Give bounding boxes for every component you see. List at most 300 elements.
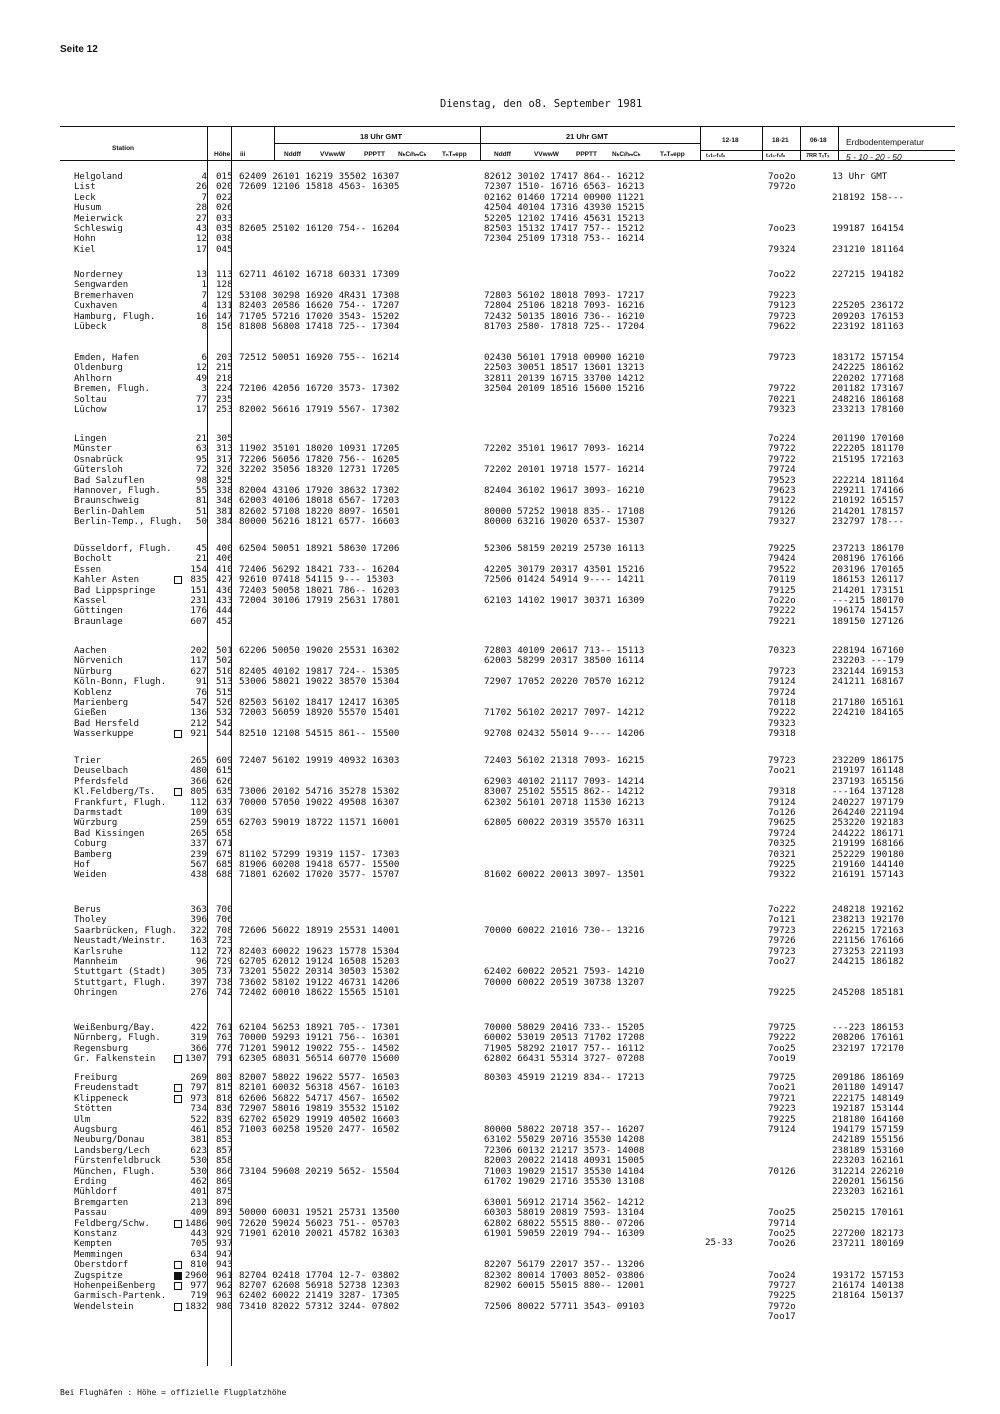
soil-temperature: 224210 184165 bbox=[832, 707, 904, 719]
station-height: 322 bbox=[190, 924, 207, 936]
obs-extra-b: 79124 bbox=[768, 676, 796, 688]
obs-extra-b: 79223 bbox=[768, 289, 796, 301]
station-name: Wendelstein bbox=[74, 1301, 134, 1312]
station-height: 112 bbox=[190, 945, 207, 957]
station-name: Zugspitze bbox=[74, 1270, 123, 1281]
obs-18-utc: 81906 60208 19418 6577- 15500 bbox=[239, 859, 400, 870]
soil-temperature: 232209 186175 bbox=[832, 755, 904, 766]
obs-extra-b: 7oo24 bbox=[768, 1269, 796, 1281]
station-name: Coburg bbox=[74, 839, 107, 850]
obs-21-utc: 80000 58022 20718 357-- 16207 bbox=[484, 1124, 645, 1135]
station-index: 224 bbox=[216, 383, 233, 395]
obs-extra-b: 7972o bbox=[768, 1300, 796, 1312]
obs-21-utc: 62003 58299 20317 38500 16114 bbox=[484, 655, 645, 667]
station-name: Fürstenfeldbruck bbox=[74, 1156, 161, 1167]
soil-temperature: 216174 140138 bbox=[832, 1280, 904, 1291]
station-name: Tholey bbox=[74, 915, 107, 926]
station-index: 203 bbox=[216, 352, 233, 363]
station-name: Darmstadt bbox=[74, 808, 123, 818]
soil-temperature: 232197 172170 bbox=[832, 1042, 904, 1054]
header-21-col-d: NₕCₗhₘCₕ bbox=[612, 151, 641, 158]
obs-extra-b: 79722 bbox=[768, 383, 796, 395]
station-name: Berlin-Dahlem bbox=[74, 506, 145, 517]
soil-temperature: 201182 173167 bbox=[832, 383, 904, 395]
obs-extra-b: 79723 bbox=[768, 755, 796, 766]
station-name: Köln-Bonn, Flugh. bbox=[74, 677, 167, 688]
obs-extra-b: 79225 bbox=[768, 1290, 796, 1302]
obs-18-utc: 73201 55022 20314 30503 15302 bbox=[239, 966, 400, 978]
station-index: 026 bbox=[216, 202, 233, 214]
obs-extra-b: 79622 bbox=[768, 321, 796, 332]
station-index: 035 bbox=[216, 223, 233, 234]
station-name: Hohn bbox=[74, 234, 96, 245]
header-erdboden: Erdbodentemperatur bbox=[846, 137, 924, 147]
station-name: Husum bbox=[74, 203, 102, 214]
obs-extra-b: 79225 bbox=[768, 543, 796, 554]
header-18-col-d: NₕCₗhₘCₕ bbox=[398, 151, 427, 158]
station-index: 626 bbox=[216, 775, 233, 787]
obs-extra-b: 79623 bbox=[768, 485, 796, 496]
station-index: 015 bbox=[216, 171, 233, 182]
station-name: Wasserkuppe bbox=[74, 729, 134, 740]
obs-extra-b: 79722 bbox=[768, 453, 796, 465]
header-21-col-e: TₙTₙepp bbox=[660, 151, 685, 158]
station-index: 675 bbox=[216, 848, 233, 860]
obs-21-utc: 82302 80014 17003 8052- 03806 bbox=[484, 1269, 645, 1281]
station-name: Kiel bbox=[74, 244, 96, 255]
obs-extra-b: 70118 bbox=[768, 697, 796, 708]
station-index: 893 bbox=[216, 1207, 233, 1219]
page-number: Seite 12 bbox=[60, 44, 98, 55]
station-index: 962 bbox=[216, 1280, 233, 1291]
station-name: Braunschweig bbox=[74, 496, 140, 507]
station-height: 409 bbox=[190, 1207, 207, 1219]
soil-temperature: 264240 221194 bbox=[832, 807, 904, 818]
station-height: 705 bbox=[190, 1238, 207, 1250]
obs-18-utc: 70000 59293 19121 756-- 16301 bbox=[239, 1032, 400, 1044]
soil-temperature: 226215 172163 bbox=[832, 924, 904, 936]
station-name: Bremerhaven bbox=[74, 290, 134, 301]
header-21-col-c: PPPTT bbox=[576, 151, 597, 158]
station-height: 50 bbox=[195, 516, 207, 528]
open-square-icon bbox=[174, 1095, 182, 1103]
station-height: 212 bbox=[190, 717, 207, 729]
station-name: Neuburg/Donau bbox=[74, 1135, 145, 1146]
table-row bbox=[0, 677, 1000, 687]
soil-temperature: 193172 157153 bbox=[832, 1269, 904, 1281]
station-height: 17 bbox=[195, 243, 207, 255]
station-height: 231 bbox=[190, 595, 207, 606]
station-index: 147 bbox=[216, 310, 233, 322]
obs-extra-b: 79724 bbox=[768, 686, 796, 698]
station-height: 7 bbox=[201, 191, 207, 203]
soil-temperature: 218192 158--- bbox=[832, 191, 904, 203]
station-index: 313 bbox=[216, 443, 233, 455]
station-name: Neustadt/Weinstr. bbox=[74, 936, 167, 947]
obs-21-utc: 82207 56179 22017 357-- 13206 bbox=[484, 1259, 645, 1271]
obs-extra-b: 79225 bbox=[768, 1113, 796, 1125]
obs-extra-b: 7oo21 bbox=[768, 765, 796, 777]
station-index: 038 bbox=[216, 233, 233, 245]
soil-temperature: 228194 167160 bbox=[832, 645, 904, 656]
station-name: Norderney bbox=[74, 270, 123, 280]
obs-extra-b: 79714 bbox=[768, 1217, 796, 1229]
station-index: 501 bbox=[216, 645, 233, 656]
obs-18-utc: 73104 59608 20219 5652- 15504 bbox=[239, 1165, 400, 1177]
obs-extra-b: 79323 bbox=[768, 404, 796, 415]
station-name: Trier bbox=[74, 756, 102, 766]
obs-extra-b: 79222 bbox=[768, 1032, 796, 1044]
obs-18-utc: 82403 60022 19623 15778 15304 bbox=[239, 945, 400, 957]
station-name: Memmingen bbox=[74, 1249, 123, 1260]
soil-temperature: 218180 164160 bbox=[832, 1113, 904, 1125]
obs-21-utc: 42205 30179 20317 43501 15216 bbox=[484, 563, 645, 575]
station-height: 202 bbox=[190, 645, 207, 656]
obs-18-utc: 62504 50051 18921 58630 17206 bbox=[239, 543, 400, 554]
station-name: Saarbrücken, Flugh. bbox=[74, 925, 177, 936]
station-name: Osnabrück bbox=[74, 454, 123, 465]
station-name: Bad Lippspringe bbox=[74, 585, 156, 596]
station-height: 21 bbox=[195, 433, 207, 444]
station-index: 727 bbox=[216, 945, 233, 957]
soil-temperature: 225205 236172 bbox=[832, 300, 904, 312]
obs-extra-b: 79723 bbox=[768, 945, 796, 957]
obs-21-utc: 72907 17052 20220 70570 16212 bbox=[484, 676, 645, 688]
station-name: Lübeck bbox=[74, 322, 107, 332]
station-index: 131 bbox=[216, 300, 233, 312]
soil-temperature: 222214 181164 bbox=[832, 474, 904, 486]
station-height: 634 bbox=[190, 1248, 207, 1260]
table-row bbox=[0, 517, 1000, 527]
station-name: Nörvenich bbox=[74, 656, 123, 667]
obs-18-utc: 82405 40102 19817 724-- 15305 bbox=[239, 665, 400, 677]
soil-temperature: 232797 178--- bbox=[832, 516, 904, 528]
station-index: 875 bbox=[216, 1186, 233, 1198]
soil-temperature: 227215 194182 bbox=[832, 269, 904, 280]
obs-21-utc: 80303 45919 21219 834-- 17213 bbox=[484, 1072, 645, 1083]
obs-18-utc: 62711 46102 16718 60331 17309 bbox=[239, 269, 400, 280]
obs-21-utc: 81703 2580- 17818 725-- 17204 bbox=[484, 321, 645, 332]
obs-18-utc: 62705 62012 19124 16508 15203 bbox=[239, 956, 400, 967]
obs-21-utc: 82902 60015 55015 880-- 12001 bbox=[484, 1280, 645, 1291]
obs-extra-b: 79727 bbox=[768, 1280, 796, 1291]
obs-18-utc: 62702 65029 19919 40502 16603 bbox=[239, 1113, 400, 1125]
station-index: 639 bbox=[216, 807, 233, 818]
soil-temperature: 201190 170160 bbox=[832, 433, 904, 444]
station-height: 95 bbox=[195, 453, 207, 465]
station-index: 526 bbox=[216, 697, 233, 708]
obs-18-utc: 82004 43106 17920 38632 17302 bbox=[239, 485, 400, 496]
obs-18-utc: 53006 58021 19022 38570 15304 bbox=[239, 676, 400, 688]
station-name: Essen bbox=[74, 564, 102, 575]
soil-temperature: 229211 174166 bbox=[832, 485, 904, 496]
header-station: Station bbox=[112, 145, 135, 152]
obs-21-utc: 02430 56101 17918 00900 16210 bbox=[484, 352, 645, 363]
soil-temperature: 241211 168167 bbox=[832, 676, 904, 688]
obs-18-utc: 71201 59012 19022 755-- 14502 bbox=[239, 1042, 400, 1054]
obs-extra-b: 79723 bbox=[768, 310, 796, 322]
soil-temperature: 222205 181170 bbox=[832, 443, 904, 455]
obs-21-utc: 60303 58019 20819 7593- 13104 bbox=[484, 1207, 645, 1219]
soil-temperature: 250215 170161 bbox=[832, 1207, 904, 1219]
station-index: 943 bbox=[216, 1259, 233, 1271]
station-index: 776 bbox=[216, 1042, 233, 1054]
obs-extra-b: 70323 bbox=[768, 645, 796, 656]
table-row bbox=[0, 322, 1000, 332]
obs-21-utc: 80000 63216 19020 6537- 15307 bbox=[484, 516, 645, 528]
soil-temperature: 219199 168166 bbox=[832, 838, 904, 850]
station-height: 1307 bbox=[184, 1053, 207, 1065]
station-index: 129 bbox=[216, 289, 233, 301]
obs-18-utc: 62409 26101 16219 35502 16307 bbox=[239, 171, 400, 182]
soil-temperature: 216191 157143 bbox=[832, 869, 904, 881]
station-height: 28 bbox=[195, 202, 207, 214]
obs-extra-b: 70221 bbox=[768, 393, 796, 405]
station-index: 963 bbox=[216, 1290, 233, 1302]
station-index: 818 bbox=[216, 1092, 233, 1104]
header-18-col-b: VVwwW bbox=[320, 151, 345, 158]
station-height: 3 bbox=[201, 383, 207, 395]
soil-temperature: 238189 153160 bbox=[832, 1144, 904, 1156]
station-index: 609 bbox=[216, 755, 233, 766]
obs-extra-b: 79225 bbox=[768, 859, 796, 870]
station-height: 480 bbox=[190, 765, 207, 777]
station-name: Soltau bbox=[74, 394, 107, 405]
obs-21-utc: 72304 25109 17318 753-- 16214 bbox=[484, 233, 645, 245]
obs-extra-b: 7o222 bbox=[768, 904, 796, 915]
station-name: Berlin-Temp., Flugh. bbox=[74, 517, 183, 528]
footnote: Bei Flughäfen : Höhe = offizielle Flugplatzhöhe bbox=[60, 1388, 287, 1397]
station-height: 835 bbox=[190, 574, 207, 586]
station-index: 723 bbox=[216, 935, 233, 947]
obs-21-utc: 82003 20022 21418 40931 15005 bbox=[484, 1155, 645, 1167]
station-height: 810 bbox=[190, 1259, 207, 1271]
station-height: 461 bbox=[190, 1124, 207, 1135]
station-index: 544 bbox=[216, 728, 233, 740]
station-name: Karlsruhe bbox=[74, 946, 123, 957]
station-height: 55 bbox=[195, 485, 207, 496]
obs-21-utc: 81602 60022 20013 3097- 13501 bbox=[484, 869, 645, 881]
header-21-col-b: VVwwW bbox=[534, 151, 559, 158]
soil-temperature: 240227 197179 bbox=[832, 796, 904, 808]
header-hoehe: Höhe bbox=[214, 151, 231, 158]
obs-21-utc: 22503 30051 18517 13601 13213 bbox=[484, 362, 645, 374]
obs-18-utc: 82605 25102 16120 754-- 16204 bbox=[239, 223, 400, 234]
station-name: Pferdsfeld bbox=[74, 776, 129, 787]
obs-extra-b: 7oo26 bbox=[768, 1238, 796, 1250]
obs-18-utc: 62305 68031 56514 60770 15600 bbox=[239, 1053, 400, 1065]
station-height: 443 bbox=[190, 1228, 207, 1239]
table-row bbox=[0, 405, 1000, 415]
obs-18-utc: 62206 50050 19020 25531 16302 bbox=[239, 645, 400, 656]
station-name: Koblenz bbox=[74, 687, 112, 698]
station-height: 63 bbox=[195, 443, 207, 455]
station-name: Oldenburg bbox=[74, 363, 123, 374]
table-row bbox=[0, 870, 1000, 880]
obs-21-utc: 71905 58292 21017 757-- 16112 bbox=[484, 1042, 645, 1054]
station-index: 729 bbox=[216, 956, 233, 967]
obs-18-utc: 71801 62602 17020 3577- 15707 bbox=[239, 869, 400, 881]
soil-temperature: 186153 126117 bbox=[832, 574, 904, 586]
soil-temperature: 312214 226210 bbox=[832, 1165, 904, 1177]
obs-extra-b: 79124 bbox=[768, 796, 796, 808]
station-name: Freiburg bbox=[74, 1073, 118, 1083]
obs-extra-b: 79327 bbox=[768, 516, 796, 528]
station-index: 215 bbox=[216, 362, 233, 374]
header-21-col-a: Nddff bbox=[494, 151, 511, 158]
station-name: Würzburg bbox=[74, 818, 118, 829]
soil-temperature: 232144 169153 bbox=[832, 665, 904, 677]
obs-extra-b: 79724 bbox=[768, 464, 796, 476]
obs-extra-b: 79323 bbox=[768, 717, 796, 729]
obs-18-utc: 62003 40106 18018 6567- 17203 bbox=[239, 495, 400, 507]
station-height: 16 bbox=[195, 310, 207, 322]
station-index: 113 bbox=[216, 269, 233, 280]
station-height: 1486 bbox=[184, 1217, 207, 1229]
station-index: 253 bbox=[216, 404, 233, 415]
obs-21-utc: 62802 68022 55515 880-- 07206 bbox=[484, 1217, 645, 1229]
station-name: München, Flugh. bbox=[74, 1166, 156, 1177]
station-height: 12 bbox=[195, 362, 207, 374]
station-name: Hannover, Flugh. bbox=[74, 486, 161, 496]
station-index: 637 bbox=[216, 796, 233, 808]
station-name: Emden, Hafen bbox=[74, 353, 140, 363]
station-height: 396 bbox=[190, 914, 207, 926]
station-name: Mannheim bbox=[74, 957, 118, 967]
station-name: Regensburg bbox=[74, 1043, 129, 1054]
station-name: Cuxhaven bbox=[74, 301, 118, 312]
obs-18-utc: 62606 56822 54717 4567- 16502 bbox=[239, 1092, 400, 1104]
header-sub-1: t₄t₄-f₆f₆ bbox=[706, 153, 726, 159]
obs-18-utc: 72407 56102 19919 40932 16303 bbox=[239, 755, 400, 766]
obs-21-utc: 70000 60022 21016 730-- 13216 bbox=[484, 924, 645, 936]
side-note: 25-33 bbox=[705, 1237, 733, 1248]
obs-21-utc: 72804 25106 18218 7093- 16216 bbox=[484, 300, 645, 312]
station-height: 17 bbox=[195, 404, 207, 415]
obs-21-utc: 62805 60022 20319 35570 16311 bbox=[484, 817, 645, 829]
station-index: 658 bbox=[216, 827, 233, 839]
station-height: 607 bbox=[190, 615, 207, 627]
station-index: 763 bbox=[216, 1032, 233, 1044]
obs-21-utc: 32811 20139 16715 33700 14212 bbox=[484, 372, 645, 384]
soil-temperature: 273253 221193 bbox=[832, 945, 904, 957]
station-height: 45 bbox=[195, 543, 207, 554]
obs-18-utc: 82704 02418 17704 12-7- 03802 bbox=[239, 1269, 400, 1281]
soil-temperature: 199187 164154 bbox=[832, 223, 904, 234]
obs-extra-b: 7oo25 bbox=[768, 1042, 796, 1054]
soil-temperature: 223203 162161 bbox=[832, 1186, 904, 1198]
obs-extra-b: 7oo2o bbox=[768, 171, 796, 182]
obs-21-utc: 62903 40102 21117 7093- 14214 bbox=[484, 775, 645, 787]
station-height: 921 bbox=[190, 728, 207, 740]
obs-18-utc: 80000 56216 18121 6577- 16603 bbox=[239, 516, 400, 528]
table-row bbox=[0, 1054, 1000, 1064]
station-name: Kl.Feldberg/Ts. bbox=[74, 787, 156, 798]
soil-temperature: 219160 144140 bbox=[832, 859, 904, 870]
obs-21-utc: 72306 60132 21217 3573- 14008 bbox=[484, 1144, 645, 1156]
obs-21-utc: 52205 12102 17416 45631 15213 bbox=[484, 212, 645, 224]
station-height: 973 bbox=[190, 1092, 207, 1104]
soil-temperature: 237213 186170 bbox=[832, 543, 904, 554]
station-height: 51 bbox=[195, 505, 207, 517]
station-index: 381 bbox=[216, 505, 233, 517]
station-height: 381 bbox=[190, 1134, 207, 1146]
station-height: 109 bbox=[190, 807, 207, 818]
station-index: 320 bbox=[216, 464, 233, 476]
station-name: Sengwarden bbox=[74, 280, 129, 291]
station-height: 112 bbox=[190, 796, 207, 808]
obs-extra-b: 7o121 bbox=[768, 914, 796, 926]
obs-extra-b: 70119 bbox=[768, 574, 796, 586]
station-name: Hamburg, Flugh. bbox=[74, 311, 156, 322]
obs-18-utc: 82707 62608 56918 52738 12303 bbox=[239, 1280, 400, 1291]
soil-temperature: 242225 186162 bbox=[832, 362, 904, 374]
station-name: Konstanz bbox=[74, 1229, 118, 1239]
station-height: 977 bbox=[190, 1280, 207, 1291]
soil-temperature: 194179 157159 bbox=[832, 1124, 904, 1135]
header-18-uhr: 18 Uhr GMT bbox=[360, 132, 403, 141]
station-height: 462 bbox=[190, 1176, 207, 1187]
obs-extra-b: 79625 bbox=[768, 817, 796, 829]
station-name: Ulm bbox=[74, 1114, 91, 1125]
obs-18-utc: 71705 57216 17020 3543- 15202 bbox=[239, 310, 400, 322]
station-name: Aachen bbox=[74, 646, 107, 656]
obs-21-utc: 63102 55029 20716 35530 14208 bbox=[484, 1134, 645, 1146]
obs-extra-b: 79223 bbox=[768, 1103, 796, 1115]
station-name: Münster bbox=[74, 444, 112, 455]
soil-temperature: 244222 186171 bbox=[832, 827, 904, 839]
station-index: 909 bbox=[216, 1217, 233, 1229]
station-height: 276 bbox=[190, 987, 207, 999]
station-index: 532 bbox=[216, 707, 233, 719]
header-erdboden-depths: 5 - 10 - 20 - 50 bbox=[846, 152, 902, 162]
station-name: Berus bbox=[74, 905, 102, 915]
station-name: Lingen bbox=[74, 434, 107, 444]
soil-temperature: ---223 186153 bbox=[832, 1022, 904, 1033]
obs-extra-b: 79725 bbox=[768, 1022, 796, 1033]
obs-21-utc: 92708 02432 55014 9---- 14206 bbox=[484, 728, 645, 740]
header-period-2: 18-21 bbox=[772, 137, 789, 144]
station-name: Hof bbox=[74, 860, 91, 870]
obs-21-utc: 60002 53019 20513 71702 17208 bbox=[484, 1032, 645, 1044]
soil-temperature: 253220 192183 bbox=[832, 817, 904, 829]
station-index: 305 bbox=[216, 433, 233, 444]
soil-temperature: 217180 165161 bbox=[832, 697, 904, 708]
obs-extra-b: 7oo17 bbox=[768, 1311, 796, 1323]
station-name: Kempten bbox=[74, 1239, 112, 1250]
station-height: 49 bbox=[195, 372, 207, 384]
station-index: 671 bbox=[216, 838, 233, 850]
station-index: 218 bbox=[216, 372, 233, 384]
station-height: 21 bbox=[195, 553, 207, 565]
obs-21-utc: 72403 56102 21318 7093- 16215 bbox=[484, 755, 645, 766]
station-name: Hohenpeißenberg bbox=[74, 1281, 156, 1291]
obs-18-utc: 50000 60031 19521 25731 13500 bbox=[239, 1207, 400, 1219]
station-height: 259 bbox=[190, 817, 207, 829]
soil-temperature: 222175 148149 bbox=[832, 1092, 904, 1104]
station-name: Lüchow bbox=[74, 405, 107, 415]
soil-temperature: 232203 ---179 bbox=[832, 655, 904, 667]
station-height: 305 bbox=[190, 966, 207, 978]
soil-temperature: 201180 149147 bbox=[832, 1082, 904, 1094]
station-index: 929 bbox=[216, 1228, 233, 1239]
obs-18-utc: 72402 60010 18622 15565 15101 bbox=[239, 987, 400, 999]
station-name: Augsburg bbox=[74, 1125, 118, 1135]
station-index: 513 bbox=[216, 676, 233, 688]
soil-temperature: 218164 150137 bbox=[832, 1290, 904, 1302]
station-index: 433 bbox=[216, 595, 233, 606]
station-index: 510 bbox=[216, 665, 233, 677]
